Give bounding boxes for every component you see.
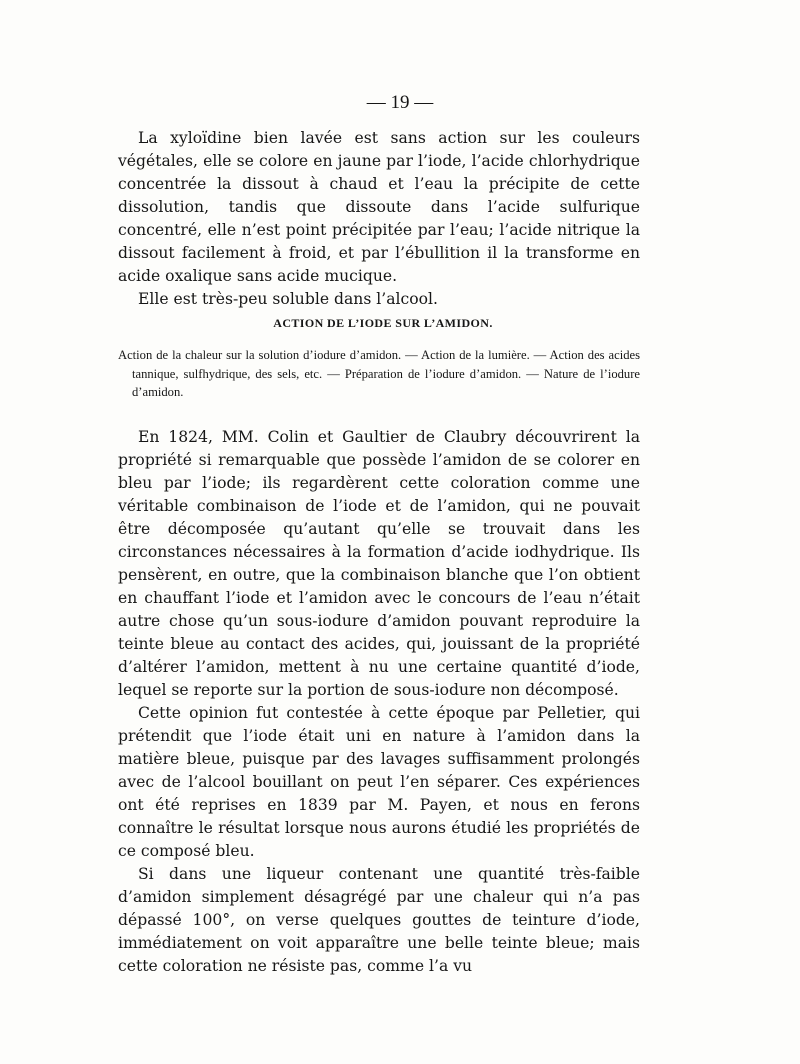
paragraph-xyloidine: La xyloïdine bien lavée est sans action sur les couleurs végétales, elle se colore en jaune par l’iode, l’acide chlorhydrique concentrée la dissout à chaud et l’eau la précipite de cette dissolution, tandis que dissoute dans l’acide sulfurique concentré, elle n’est point précipitée par l’eau; l’acide nitrique la dissout facilement à froid, et par l’ébullition il la transforme en acide oxalique sans acide mucique.: [118, 129, 640, 285]
page-number: — 19 —: [366, 92, 434, 113]
paragraph-alcool: Elle est très-peu soluble dans l’alcool.: [138, 290, 438, 308]
paragraph-pelletier: Cette opinion fut contestée à cette époque par Pelletier, qui prétendit que l’iode était uni en nature à l’amidon dans la matière bleue, puisque par des lavages suffisamment prolongés avec de l’alcool bouillant on peut l’en séparer. Ces expériences ont été reprises en 1839 par M. Payen, et nous en ferons connaître le résultat lorsque nous aurons étudié les propriétés de ce composé bleu.: [118, 704, 640, 860]
paragraph-liqueur: Si dans une liqueur contenant une quantité très-faible d’amidon simplement désagrégé par une chaleur qui n’a pas dépassé 100°, on verse quelques gouttes de teinture d’iode, immédiatement on voit apparaître une belle teinte bleue; mais cette coloration ne résiste pas, comme l’a vu: [118, 865, 640, 975]
top-paragraphs: [118, 127, 640, 311]
paragraph-colin-gaultier: En 1824, MM. Colin et Gaultier de Claubry découvrirent la propriété si remarquable que possède l’amidon de se colorer en bleu par l’iode; ils regardèrent cette coloration comme une véritable combinaison de l’iode et de l’amidon, qui ne pouvait être décomposée qu’autant qu’elle se trouvait dans les circonstances nécessaires à la formation d’acide iodhydrique. Ils pensèrent, en outre, que la combinaison blanche que l’on obtient en chauffant l’iode et l’amidon avec le concours de l’eau n’était autre chose qu’un sous-iodure d’amidon pouvant reproduire la teinte bleue au contact des acides, qui, jouissant de la propriété d’altérer l’amidon, mettent à nu une certaine quantité d’iode, lequel se reporte sur la portion de sous-iodure non décomposé.: [118, 428, 640, 699]
body-paragraphs: [118, 426, 640, 978]
section-summary: Action de la chaleur sur la solution d’iodure d’amidon. — Action de la lumière. — Action des acides tannique, sulfhydrique, des sels, etc. — Préparation de l’iodure d’amidon. — Nature de l’iodure d’amidon.: [118, 348, 640, 399]
section-summary-block: [118, 346, 640, 402]
section-title: ACTION DE L’IODE SUR L’AMIDON.: [273, 316, 493, 330]
